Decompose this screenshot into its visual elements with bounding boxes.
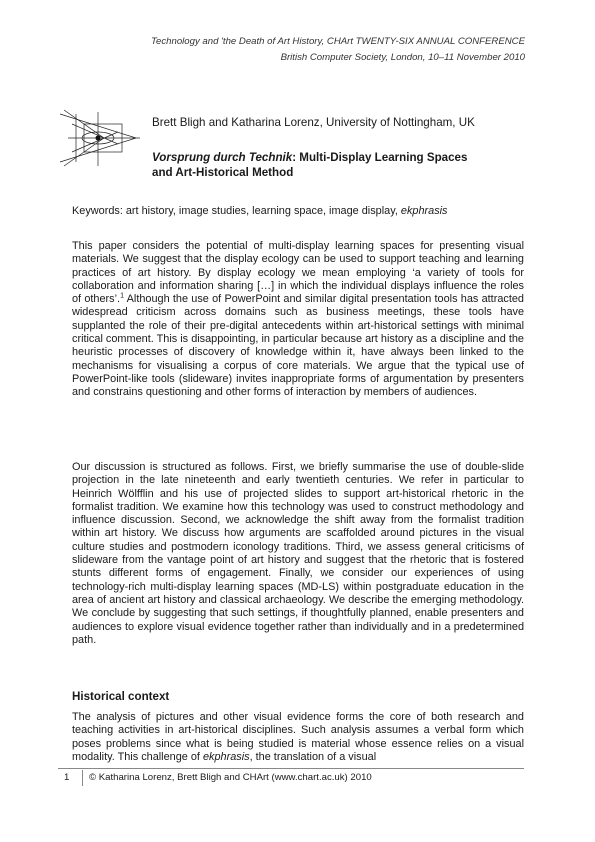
abstract-text-before: This paper considers the potential of multi-display learning spaces for presenting visual materials. We suggest that the display ecology can be used to support teaching and learning practices of art history. By display ecology we mean employing ‘a variety of tools for collaboration and information sharing […] in which the individual displays influence the roles of others’. [72, 240, 524, 306]
context-text-before: The analysis of pictures and other visual evidence forms the core of both research and teaching activities in art-historical disciplines. Such analysis assumes a verbal form which poses problems since what is being studied is material whose essence relies on a visual modality. This challenge of [72, 711, 524, 763]
abstract-paragraph [72, 240, 524, 400]
title-italic-phrase: Vorsprung durch Technik [152, 151, 293, 164]
authors-line: Brett Bligh and Katharina Lorenz, University of Nottingham, UK [152, 116, 475, 129]
page-number: 1 [64, 772, 70, 783]
title-line2: and Art-Historical Method [152, 166, 294, 179]
running-header-conference: Technology and 'the Death of Art History, CHArt TWENTY-SIX ANNUAL CONFERENCE [151, 36, 525, 47]
historical-context-paragraph [72, 711, 524, 764]
footnote-marker: 1 [120, 292, 124, 300]
abstract-text-after: Although the use of PowerPoint and similar digital presentation tools has attracted widespread criticism across domains such as business meetings, these tools have supplanted the role of their pre-digital antecedents within art-historical settings with minimal critical comment. This is disappointing, in particular because art history as a discipline and the heuristic processes of discovery of knowledge within it, have always been linked to the mechanisms for visualising a corpus of core materials. We argue that the typical use of PowerPoint-like tools (slideware) invites inappropriate forms of argumentation by presenters and constrains questioning and other forms of interaction by members of audiences. [72, 293, 524, 399]
keywords-text: Keywords: art history, image studies, learning space, image display, [72, 205, 401, 217]
footer-rule [58, 768, 524, 769]
context-italic: ekphrasis [202, 750, 250, 763]
keywords-line [72, 205, 448, 217]
keywords-italic: ekphrasis [400, 205, 448, 217]
paper-title [152, 150, 467, 180]
structure-paragraph: Our discussion is structured as follows. First, we briefly summarise the use of double-slide projection in the late nineteenth and early twentieth centuries. We refer in particular to Heinrich Wölfflin and his use of projected slides to support art-historical rhetoric in the formalist tradition. We examine how this technology was used to construct methodology and influence discussion. Second, we acknowledge the shift away from the formalist tradition within art history. We discuss how arguments are scaffolded around pictures in the visual culture studies and postmodern iconology traditions. Third, we assess general criticisms of slideware from the vantage point of art history and suggest that the rhetoric that is fostered stunts different forms of engagement. Finally, we consider our experiences of using technology-rich multi-display learning spaces (MD-LS) within postgraduate education in the area of ancient art history and classical archaeology. We describe the emerging methodology. We conclude by suggesting that such settings, if thoughtfully planned, enable presenters and audiences to explore visual evidence together rather than individually and in a predetermined path. [72, 461, 524, 646]
footer-divider [82, 770, 83, 786]
section-heading: Historical context [72, 690, 170, 703]
title-line1-rest: : Multi-Display Learning Spaces [292, 151, 468, 164]
running-header-venue: British Computer Society, London, 10–11 November 2010 [280, 52, 525, 63]
chart-logo [58, 108, 142, 176]
footer-copyright: © Katharina Lorenz, Brett Bligh and CHArt (www.chart.ac.uk) 2010 [89, 772, 372, 783]
context-text-after: , the translation of a visual [249, 750, 377, 763]
